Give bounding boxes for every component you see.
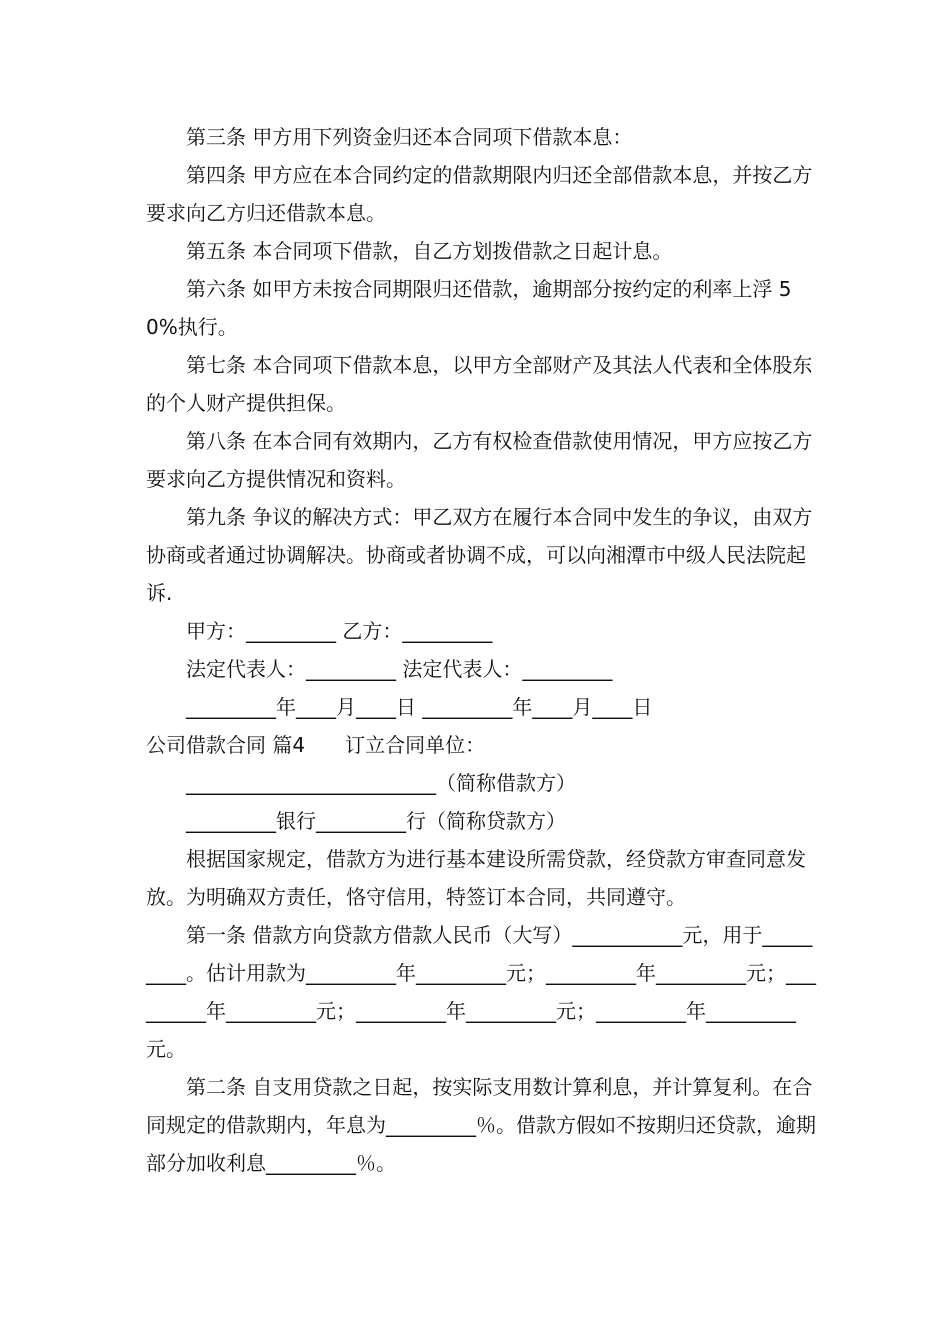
article-1-paragraph: 第一条 借款方向贷款方借款人民币（大写）___________元，用于_________。估计用款为_________年_________元；_________年_________元；_________年_________元；_________年_________元；_________年_________元。: [146, 923, 816, 1061]
contract-4-heading: 公司借款合同 篇4 订立合同单位：: [146, 733, 486, 757]
article-7-paragraph: 第七条 本合同项下借款本息，以甲方全部财产及其法人代表和全体股东的个人财产提供担保。: [146, 353, 813, 415]
article-4-paragraph: 第四条 甲方应在本合同约定的借款期限内归还全部借款本息，并按乙方要求向乙方归还借款本息。: [146, 163, 813, 225]
article-2-paragraph: 第二条 自支用贷款之日起，按实际支用数计算利息，并计算复利。在合同规定的借款期内，年息为_________％。借款方假如不按期归还贷款，逾期部分加收利息_________％。: [146, 1075, 816, 1175]
article-8-paragraph: 第八条 在本合同有效期内，乙方有权检查借款使用情况，甲方应按乙方要求向乙方提供情况和资料。: [146, 429, 813, 491]
party-line: 甲方：_________ 乙方：_________: [186, 619, 493, 643]
article-6-paragraph: 第六条 如甲方未按合同期限归还借款，逾期部分按约定的利率上浮 50%执行。: [146, 277, 792, 339]
legal-representative-line: 法定代表人：_________ 法定代表人：_________: [186, 657, 613, 681]
document-body: [146, 118, 816, 1182]
article-9-paragraph: 第九条 争议的解决方式：甲乙双方在履行本合同中发生的争议，由双方协商或者通过协调解决。协商或者协调不成，可以向湘潭市中级人民法院起诉.: [146, 505, 813, 605]
article-3-paragraph: 第三条 甲方用下列资金归还本合同项下借款本息：: [186, 125, 633, 149]
preamble-paragraph: 根据国家规定，借款方为进行基本建设所需贷款，经贷款方审查同意发放。为明确双方责任，恪守信用，特签订本合同，共同遵守。: [146, 847, 806, 909]
article-5-paragraph: 第五条 本合同项下借款，自乙方划拨借款之日起计息。: [186, 239, 673, 263]
lender-line: _________银行_________行（简称贷款方）: [186, 809, 566, 833]
borrower-line: _________________________（简称借款方）: [186, 771, 576, 795]
date-line: _________年____月____日 _________年____月____日: [186, 695, 653, 719]
